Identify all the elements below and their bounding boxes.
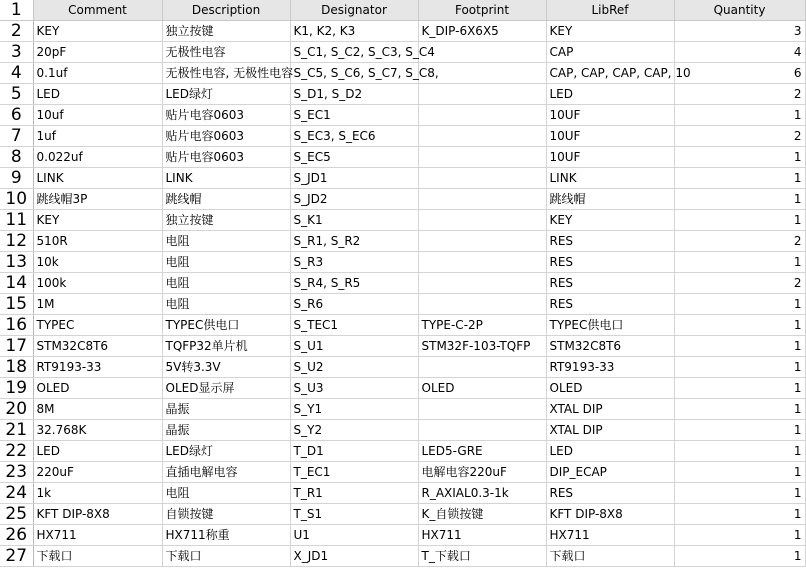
cell-description[interactable]: 电阻 <box>162 483 290 504</box>
cell-libref[interactable]: DIP_ECAP <box>546 462 674 483</box>
table-row <box>0 252 805 273</box>
cell-footprint[interactable] <box>418 357 546 378</box>
row-number[interactable]: 11 <box>0 210 33 231</box>
cell-quantity[interactable]: 1 <box>674 462 805 483</box>
cell-quantity[interactable]: 2 <box>674 126 805 147</box>
cell-comment[interactable]: KEY <box>33 210 162 231</box>
cell-designator[interactable]: S_U1 <box>290 336 418 357</box>
cell-description[interactable]: 晶振 <box>162 420 290 441</box>
cell-comment[interactable]: 220uF <box>33 462 162 483</box>
table-row <box>0 315 805 336</box>
cell-libref[interactable]: LED <box>546 441 674 462</box>
cell-description[interactable]: 直插电解电容 <box>162 462 290 483</box>
cell-quantity[interactable]: 1 <box>674 420 805 441</box>
cell-footprint[interactable] <box>418 42 546 63</box>
cell-designator[interactable]: S_U2 <box>290 357 418 378</box>
cell-comment[interactable]: 0.1uf <box>33 63 162 84</box>
cell-designator[interactable]: S_EC3, S_EC6 <box>290 126 418 147</box>
cell-libref[interactable]: RES <box>546 252 674 273</box>
row-number[interactable]: 16 <box>0 315 33 336</box>
cell-comment[interactable]: 下载口 <box>33 546 162 567</box>
cell-designator[interactable]: T_R1 <box>290 483 418 504</box>
row-number[interactable]: 12 <box>0 231 33 252</box>
cell-designator[interactable]: S_C5, S_C6, S_C7, S_C8, <box>290 63 418 84</box>
row-number[interactable]: 7 <box>0 126 33 147</box>
cell-libref[interactable]: OLED <box>546 378 674 399</box>
table-row <box>0 504 805 525</box>
table-row <box>0 168 805 189</box>
cell-description[interactable]: 自锁按键 <box>162 504 290 525</box>
cell-comment[interactable]: RT9193-33 <box>33 357 162 378</box>
cell-designator[interactable]: S_Y1 <box>290 399 418 420</box>
table-row <box>0 441 805 462</box>
cell-comment[interactable]: 32.768K <box>33 420 162 441</box>
cell-comment[interactable]: 1uf <box>33 126 162 147</box>
cell-comment[interactable]: 10uf <box>33 105 162 126</box>
table-row <box>0 231 805 252</box>
cell-footprint[interactable] <box>418 399 546 420</box>
row-number[interactable]: 1 <box>0 0 33 21</box>
cell-quantity[interactable]: 1 <box>674 504 805 525</box>
cell-quantity[interactable]: 1 <box>674 294 805 315</box>
cell-quantity[interactable]: 2 <box>674 84 805 105</box>
cell-libref[interactable]: HX711 <box>546 525 674 546</box>
cell-quantity[interactable]: 1 <box>674 210 805 231</box>
row-number[interactable]: 10 <box>0 189 33 210</box>
cell-description[interactable]: TYPEC供电口 <box>162 315 290 336</box>
cell-footprint[interactable]: HX711 <box>418 525 546 546</box>
cell-description[interactable]: 电阻 <box>162 252 290 273</box>
cell-libref[interactable]: KEY <box>546 21 674 42</box>
cell-libref[interactable]: 10UF <box>546 105 674 126</box>
row-number[interactable]: 20 <box>0 399 33 420</box>
cell-comment[interactable]: KFT DIP-8X8 <box>33 504 162 525</box>
cell-footprint[interactable] <box>418 252 546 273</box>
cell-comment[interactable]: OLED <box>33 378 162 399</box>
cell-libref[interactable]: XTAL DIP <box>546 399 674 420</box>
cell-libref[interactable]: RES <box>546 483 674 504</box>
cell-designator[interactable]: S_TEC1 <box>290 315 418 336</box>
cell-libref[interactable]: XTAL DIP <box>546 420 674 441</box>
cell-footprint[interactable] <box>418 168 546 189</box>
cell-libref[interactable]: CAP, CAP, CAP, CAP, 10 <box>546 63 674 84</box>
cell-designator[interactable]: U1 <box>290 525 418 546</box>
table-row <box>0 189 805 210</box>
cell-designator[interactable]: S_R1, S_R2 <box>290 231 418 252</box>
cell-designator[interactable]: S_U3 <box>290 378 418 399</box>
cell-footprint[interactable] <box>418 147 546 168</box>
cell-description[interactable]: 贴片电容0603 <box>162 126 290 147</box>
cell-description[interactable]: LED绿灯 <box>162 84 290 105</box>
table-row <box>0 462 805 483</box>
table-row <box>0 21 805 42</box>
cell-description[interactable]: TQFP32单片机 <box>162 336 290 357</box>
cell-footprint[interactable]: LED5-GRE <box>418 441 546 462</box>
row-number[interactable]: 27 <box>0 546 33 567</box>
cell-footprint[interactable] <box>418 420 546 441</box>
cell-description[interactable]: 独立按键 <box>162 21 290 42</box>
cell-comment[interactable]: 100k <box>33 273 162 294</box>
table-row <box>0 147 805 168</box>
cell-libref[interactable]: 10UF <box>546 126 674 147</box>
cell-comment[interactable]: LED <box>33 441 162 462</box>
cell-description[interactable]: LINK <box>162 168 290 189</box>
table-row <box>0 378 805 399</box>
cell-footprint[interactable]: T_下载口 <box>418 546 546 567</box>
cell-designator[interactable]: T_S1 <box>290 504 418 525</box>
cell-quantity[interactable]: 1 <box>674 147 805 168</box>
cell-footprint[interactable] <box>418 273 546 294</box>
cell-description[interactable]: 无极性电容, 无极性电容 <box>162 63 290 84</box>
cell-comment[interactable]: STM32C8T6 <box>33 336 162 357</box>
cell-quantity[interactable]: 6 <box>674 63 805 84</box>
cell-comment[interactable]: 510R <box>33 231 162 252</box>
table-row <box>0 336 805 357</box>
cell-designator[interactable]: T_EC1 <box>290 462 418 483</box>
row-number[interactable]: 15 <box>0 294 33 315</box>
cell-libref[interactable]: 跳线帽 <box>546 189 674 210</box>
cell-designator[interactable]: S_JD1 <box>290 168 418 189</box>
cell-libref[interactable]: RES <box>546 294 674 315</box>
cell-designator[interactable]: S_D1, S_D2 <box>290 84 418 105</box>
cell-comment[interactable]: LED <box>33 84 162 105</box>
cell-libref[interactable]: RT9193-33 <box>546 357 674 378</box>
cell-libref[interactable]: CAP <box>546 42 674 63</box>
cell-designator[interactable]: K1, K2, K3 <box>290 21 418 42</box>
table-row <box>0 546 805 567</box>
cell-footprint[interactable] <box>418 105 546 126</box>
row-number[interactable]: 2 <box>0 21 33 42</box>
cell-designator[interactable]: S_JD2 <box>290 189 418 210</box>
cell-footprint[interactable] <box>418 210 546 231</box>
cell-quantity[interactable]: 1 <box>674 483 805 504</box>
cell-quantity[interactable]: 4 <box>674 42 805 63</box>
header-row <box>0 0 805 21</box>
row-number[interactable]: 25 <box>0 504 33 525</box>
cell-description[interactable]: 电阻 <box>162 273 290 294</box>
cell-quantity[interactable]: 1 <box>674 546 805 567</box>
cell-libref[interactable]: 10UF <box>546 147 674 168</box>
table-row <box>0 63 805 84</box>
cell-designator[interactable]: S_C1, S_C2, S_C3, S_C4 <box>290 42 418 63</box>
header-cell-footprint[interactable]: Footprint <box>418 0 546 21</box>
cell-footprint[interactable]: K_自锁按键 <box>418 504 546 525</box>
cell-quantity[interactable]: 1 <box>674 315 805 336</box>
cell-footprint[interactable] <box>418 294 546 315</box>
cell-designator[interactable]: S_K1 <box>290 210 418 231</box>
cell-designator[interactable]: S_EC5 <box>290 147 418 168</box>
cell-quantity[interactable]: 1 <box>674 441 805 462</box>
table-row <box>0 420 805 441</box>
header-cell-libref[interactable]: LibRef <box>546 0 674 21</box>
cell-description[interactable]: OLED显示屏 <box>162 378 290 399</box>
cell-quantity[interactable]: 1 <box>674 252 805 273</box>
cell-quantity[interactable]: 2 <box>674 273 805 294</box>
table-row <box>0 399 805 420</box>
row-number[interactable]: 18 <box>0 357 33 378</box>
cell-quantity[interactable]: 1 <box>674 357 805 378</box>
cell-libref[interactable]: RES <box>546 231 674 252</box>
cell-designator[interactable]: X_JD1 <box>290 546 418 567</box>
row-number[interactable]: 26 <box>0 525 33 546</box>
cell-designator[interactable]: S_Y2 <box>290 420 418 441</box>
row-number[interactable]: 8 <box>0 147 33 168</box>
row-number[interactable]: 23 <box>0 462 33 483</box>
cell-description[interactable]: 独立按键 <box>162 210 290 231</box>
cell-comment[interactable]: 0.022uf <box>33 147 162 168</box>
cell-quantity[interactable]: 1 <box>674 525 805 546</box>
cell-libref[interactable]: STM32C8T6 <box>546 336 674 357</box>
cell-comment[interactable]: LINK <box>33 168 162 189</box>
cell-designator[interactable]: S_R6 <box>290 294 418 315</box>
cell-description[interactable]: HX711称重 <box>162 525 290 546</box>
cell-description[interactable]: 跳线帽 <box>162 189 290 210</box>
table-row <box>0 525 805 546</box>
table-row <box>0 84 805 105</box>
cell-quantity[interactable]: 3 <box>674 21 805 42</box>
table-row <box>0 126 805 147</box>
row-number[interactable]: 6 <box>0 105 33 126</box>
cell-description[interactable]: 晶振 <box>162 399 290 420</box>
row-number[interactable]: 22 <box>0 441 33 462</box>
row-number[interactable]: 5 <box>0 84 33 105</box>
cell-description[interactable]: 下载口 <box>162 546 290 567</box>
cell-footprint[interactable]: K_DIP-6X6X5 <box>418 21 546 42</box>
row-number[interactable]: 3 <box>0 42 33 63</box>
cell-designator[interactable]: S_R4, S_R5 <box>290 273 418 294</box>
cell-footprint[interactable]: R_AXIAL0.3-1k <box>418 483 546 504</box>
table-row <box>0 483 805 504</box>
row-number[interactable]: 17 <box>0 336 33 357</box>
header-cell-quantity[interactable]: Quantity <box>674 0 805 21</box>
cell-libref[interactable]: 下载口 <box>546 546 674 567</box>
cell-designator[interactable]: T_D1 <box>290 441 418 462</box>
table-row <box>0 294 805 315</box>
cell-quantity[interactable]: 2 <box>674 231 805 252</box>
cell-libref[interactable]: TYPEC供电口 <box>546 315 674 336</box>
cell-description[interactable]: 无极性电容 <box>162 42 290 63</box>
cell-designator[interactable]: S_R3 <box>290 252 418 273</box>
cell-footprint[interactable]: TYPE-C-2P <box>418 315 546 336</box>
cell-description[interactable]: LED绿灯 <box>162 441 290 462</box>
cell-footprint[interactable]: OLED <box>418 378 546 399</box>
cell-libref[interactable]: KEY <box>546 210 674 231</box>
table-row <box>0 273 805 294</box>
header-cell-description[interactable]: Description <box>162 0 290 21</box>
cell-description[interactable]: 电阻 <box>162 231 290 252</box>
cell-comment[interactable]: KEY <box>33 21 162 42</box>
header-cell-designator[interactable]: Designator <box>290 0 418 21</box>
cell-description[interactable]: 电阻 <box>162 294 290 315</box>
cell-footprint[interactable] <box>418 189 546 210</box>
cell-footprint[interactable]: 电解电容220uF <box>418 462 546 483</box>
cell-footprint[interactable]: STM32F-103-TQFP <box>418 336 546 357</box>
row-number[interactable]: 24 <box>0 483 33 504</box>
table-row <box>0 105 805 126</box>
row-number[interactable]: 19 <box>0 378 33 399</box>
cell-comment[interactable]: 20pF <box>33 42 162 63</box>
table-row <box>0 42 805 63</box>
cell-comment[interactable]: HX711 <box>33 525 162 546</box>
cell-footprint[interactable] <box>418 231 546 252</box>
cell-comment[interactable]: 10k <box>33 252 162 273</box>
cell-libref[interactable]: LINK <box>546 168 674 189</box>
cell-designator[interactable]: S_EC1 <box>290 105 418 126</box>
table-row <box>0 357 805 378</box>
row-number[interactable]: 13 <box>0 252 33 273</box>
cell-comment[interactable]: 8M <box>33 399 162 420</box>
cell-footprint[interactable] <box>418 84 546 105</box>
cell-footprint[interactable] <box>418 126 546 147</box>
cell-quantity[interactable]: 1 <box>674 399 805 420</box>
cell-quantity[interactable]: 1 <box>674 168 805 189</box>
row-number[interactable]: 14 <box>0 273 33 294</box>
row-number[interactable]: 9 <box>0 168 33 189</box>
table-row <box>0 210 805 231</box>
cell-comment[interactable]: 1k <box>33 483 162 504</box>
cell-quantity[interactable]: 1 <box>674 336 805 357</box>
row-number[interactable]: 21 <box>0 420 33 441</box>
header-cell-comment[interactable]: Comment <box>33 0 162 21</box>
cell-comment[interactable]: TYPEC <box>33 315 162 336</box>
cell-quantity[interactable]: 1 <box>674 378 805 399</box>
cell-comment[interactable]: 跳线帽3P <box>33 189 162 210</box>
row-number[interactable]: 4 <box>0 63 33 84</box>
cell-libref[interactable]: RES <box>546 273 674 294</box>
cell-libref[interactable]: KFT DIP-8X8 <box>546 504 674 525</box>
cell-description[interactable]: 贴片电容0603 <box>162 105 290 126</box>
cell-description[interactable]: 5V转3.3V <box>162 357 290 378</box>
cell-comment[interactable]: 1M <box>33 294 162 315</box>
cell-quantity[interactable]: 1 <box>674 105 805 126</box>
cell-description[interactable]: 贴片电容0603 <box>162 147 290 168</box>
cell-quantity[interactable]: 1 <box>674 189 805 210</box>
cell-libref[interactable]: LED <box>546 84 674 105</box>
